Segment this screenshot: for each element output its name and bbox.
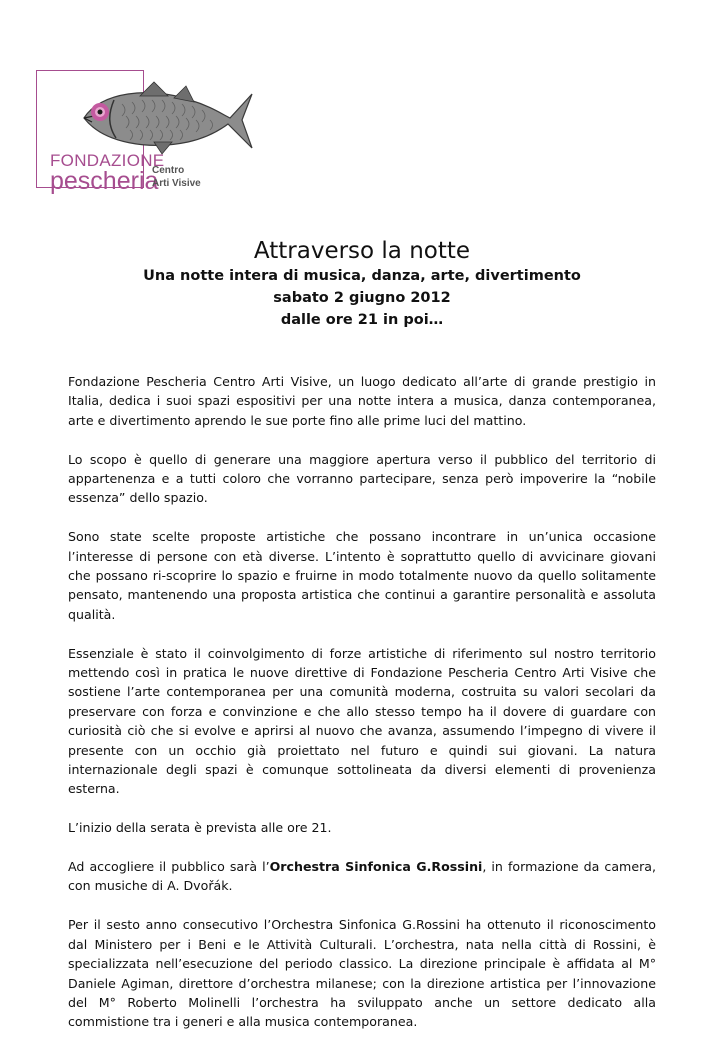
subtitle-event: Una notte intera di musica, danza, arte, divertimento [143, 268, 581, 284]
orchestra-text-pre: Ad accogliere il pubblico sarà l’ [68, 859, 270, 875]
subtitle-time: dalle ore 21 in poi… [280, 312, 444, 328]
subtitle-date: sabato 2 giugno 2012 [273, 290, 451, 306]
page-title: Attraverso la notte [253, 238, 471, 264]
paragraph-start-time: L’inizio della serata è prevista alle ore 21. [68, 820, 332, 836]
logo [36, 70, 222, 195]
document-body [68, 372, 656, 1051]
paragraph-proposals: Sono state scelte proposte artistiche che possano incontrare in un’unica occasione l’interesse di persone con età diverse. L’intento è soprattutto quello di avvicinare giovani che possano ri-scoprire lo spazio e fruirne in modo totalmente nuovo da quello solitamente pensato, mantenendo una proposta artistica che continui a garantire personalità e assoluta qualità. [68, 529, 656, 622]
paragraph-orchestra-details: Per il sesto anno consecutivo l’Orchestra Sinfonica G.Rossini ha ottenuto il riconoscimento dal Ministero per i Beni e le Attività Culturali. L’orchestra, nata nella città di Rossini, è specializzata nell’esecuzione del periodo classico. La direzione principale è affidata al M° Daniele Agiman, direttore d’orchestra milanese; con la direzione artistica per l’innovazione del M° Roberto Molinelli l’orchestra ha sviluppato anche un settore dedicato alla commistione tra i generi e alla musica contemporanea. [68, 917, 656, 1030]
orchestra-name: Orchestra Sinfonica G.Rossini [269, 859, 483, 875]
logo-wordmark [50, 152, 164, 194]
paragraph-intro: Fondazione Pescheria Centro Arti Visive, un luogo dedicato all’arte di grande prestigio in Italia, dedica i suoi spazi espositivi per una notte intera a musica, danza contemporanea, arte e divertimento aprendo le sue porte fino alle prime luci del mattino. [68, 374, 656, 428]
paragraph-purpose: Lo scopo è quello di generare una maggiore apertura verso il pubblico del territorio di appartenenza e a tutti coloro che vorranno partecipare, senza però impoverire la “nobile essenza” dello spazio. [68, 451, 656, 506]
logo-subtitle [152, 165, 201, 190]
document-header [0, 237, 724, 331]
logo-sub-line-2: Arti Visive [152, 177, 201, 189]
fish-icon [70, 78, 254, 158]
logo-line-1: FONDAZIONE [50, 151, 165, 170]
logo-sub-line-1: Centro [152, 165, 185, 176]
logo-line-2: pescheria [50, 167, 159, 195]
orchestra-text-post: , in formazione da camera, con musiche di A. Dvořák. [68, 859, 656, 894]
paragraph-orchestra [68, 857, 656, 896]
paragraph-involvement: Essenziale è stato il coinvolgimento di forze artistiche di riferimento sul nostro territorio mettendo così in pratica le nuove direttive di Fondazione Pescheria Centro Arti Visive che sostiene l’arte contemporanea per una comunità moderna, costruita su valori secolari da preservare con forza e convinzione e che allo stesso tempo ha il dovere di guardare con curiosità ciò che si evolve e aprirsi al nuovo che avanza, assumendo l’impegno di vivere il presente con un occhio già proiettato nel futuro e quindi sui giovani. La natura internazionale degli spazi è comunque sottolineata da diversi elementi di provenienza esterna. [68, 645, 656, 797]
